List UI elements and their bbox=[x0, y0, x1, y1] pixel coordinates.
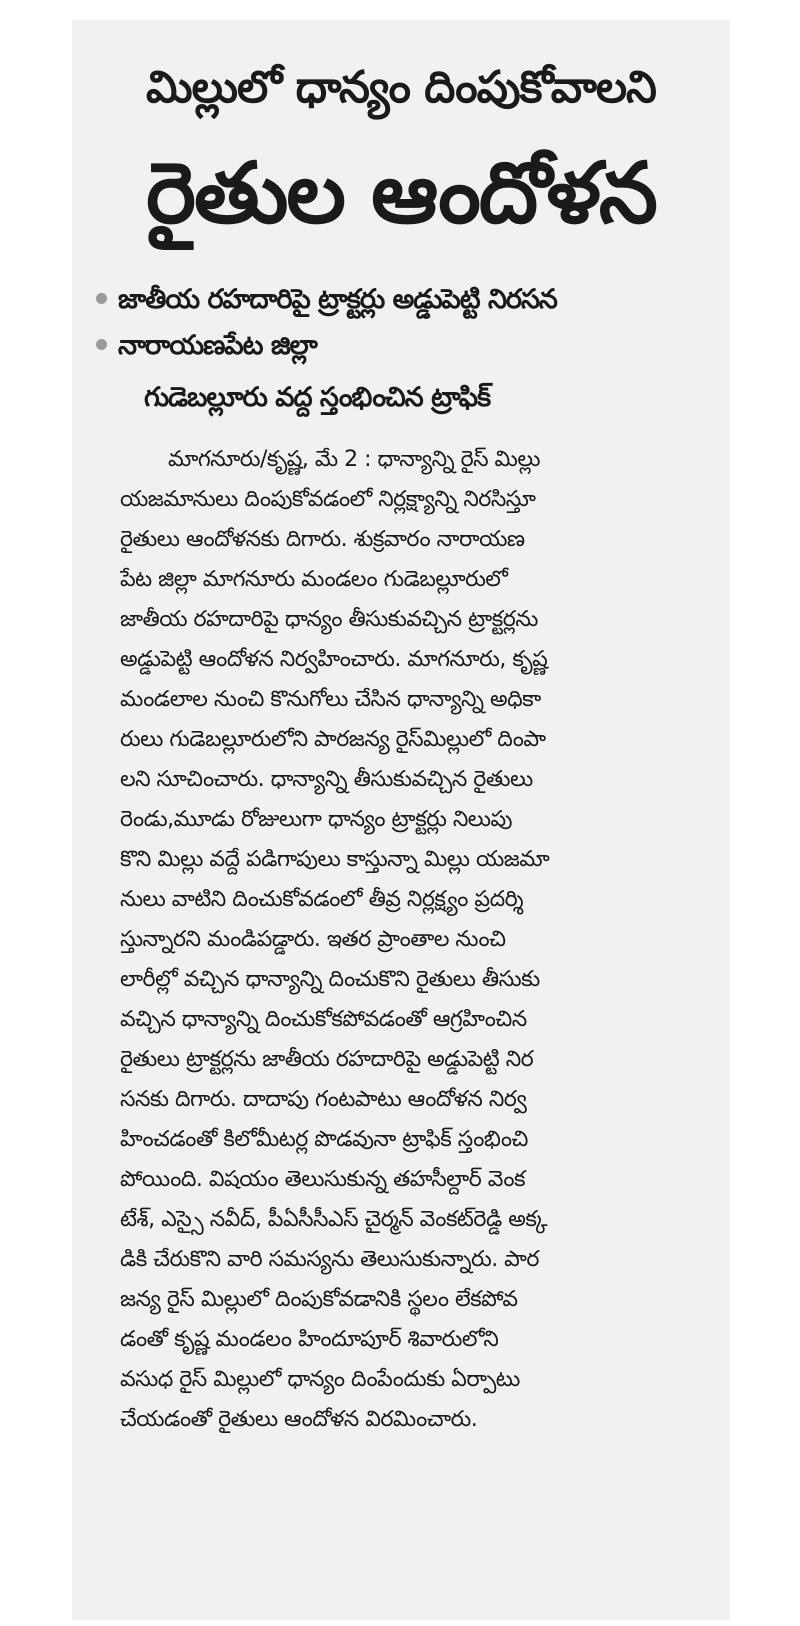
body-line: మాగనూరు/కృష్ణ, మే 2 : ధాన్యాన్ని రైస్ మిల్లు bbox=[168, 447, 541, 472]
body-line: రైతులు ట్రాక్టర్లను జాతీయ రహదారిపై అడ్డుపెట్టి నిర bbox=[120, 1047, 534, 1072]
bullet-icon bbox=[96, 339, 107, 350]
subhead-district: నారాయణపేట జిల్లా bbox=[118, 330, 317, 361]
body-line: డికి చేరుకొని వారి సమస్యను తెలుసుకున్నారు. పార bbox=[120, 1247, 539, 1272]
article-body bbox=[120, 440, 702, 1440]
body-line: కొని మిల్లు వద్దే పడిగాపులు కాస్తున్నా మిల్లు యజమా bbox=[120, 847, 550, 872]
body-line: లని సూచించారు. ధాన్యాన్ని తీసుకువచ్చిన రైతులు bbox=[120, 767, 533, 792]
body-line: వసుధ రైస్ మిల్లులో ధాన్యం దింపేందుకు ఏర్పాటు bbox=[120, 1367, 520, 1392]
body-line: నులు వాటిని దించుకోవడంలో తీవ్ర నిర్లక్ష్యం ప్రదర్శి bbox=[120, 887, 524, 912]
body-line: హించడంతో కిలోమీటర్ల పొడవునా ట్రాఫిక్ స్తంభించి bbox=[120, 1127, 528, 1152]
body-line: సనకు దిగారు. దాదాపు గంటపాటు ఆందోళన నిర్వ bbox=[120, 1087, 527, 1112]
subhead-highway-protest: జాతీయ రహదారిపై ట్రాక్టర్లు అడ్డుపెట్టి నిరసన bbox=[118, 284, 557, 315]
body-line: పోయింది. విషయం తెలుసుకున్న తహసీల్దార్ వెంక bbox=[120, 1167, 526, 1192]
kicker-headline: మిల్లులో ధాన్యం దింపుకోవాలని bbox=[146, 62, 656, 113]
body-line: రైతులు ఆందోళనకు దిగారు. శుక్రవారం నారాయణ bbox=[120, 527, 525, 552]
subhead-traffic: గుడెబల్లూరు వద్ద స్తంభించిన ట్రాఫిక్ bbox=[144, 382, 491, 413]
body-line: యజమానులు దింపుకోవడంలో నిర్లక్ష్యాన్ని నిరసిస్తూ bbox=[120, 487, 536, 512]
body-line: వచ్చిన ధాన్యాన్ని దించుకోకపోవడంతో ఆగ్రహించిన bbox=[120, 1007, 527, 1032]
body-line: పేట జిల్లా మాగనూరు మండలం గుడెబల్లూరులో bbox=[120, 567, 508, 592]
body-line: డంతో కృష్ణ మండలం హిందూపూర్ శివారులోని bbox=[120, 1327, 499, 1352]
body-line: రెండు,మూడు రోజులుగా ధాన్యం ట్రాక్టర్లు నిలుపు bbox=[120, 807, 512, 832]
body-line: మండలాల నుంచి కొనుగోలు చేసిన ధాన్యాన్ని అధికా bbox=[120, 687, 541, 712]
body-line: లారీల్లో వచ్చిన ధాన్యాన్ని దించుకొని రైతులు తీసుకు bbox=[120, 967, 540, 992]
body-line: జన్య రైస్ మిల్లులో దింపుకోవడానికి స్థలం లేకపోవ bbox=[120, 1287, 518, 1312]
body-line: రులు గుడెబల్లూరులోని పారజన్య రైస్‌మిల్లులో దింపా bbox=[120, 727, 546, 752]
bullet-icon bbox=[96, 293, 107, 304]
main-headline: రైతుల ఆందోళన bbox=[146, 144, 656, 242]
body-line: జాతీయ రహదారిపై ధాన్యం తీసుకువచ్చిన ట్రాక్టర్లను bbox=[120, 607, 538, 632]
newspaper-clipping bbox=[72, 20, 730, 1620]
body-line: టేశ్, ఎస్సై నవీద్, పీఏసీసీఎస్ చైర్మన్ వెంకట్‌రెడ్డి అక్క bbox=[120, 1207, 547, 1232]
body-line: అడ్డుపెట్టి ఆందోళన నిర్వహించారు. మాగనూరు, కృష్ణ bbox=[120, 647, 548, 672]
body-line: స్తున్నారని మండిపడ్డారు. ఇతర ప్రాంతాల నుంచి bbox=[120, 927, 506, 952]
body-line: చేయడంతో రైతులు ఆందోళన విరమించారు. bbox=[120, 1407, 478, 1432]
